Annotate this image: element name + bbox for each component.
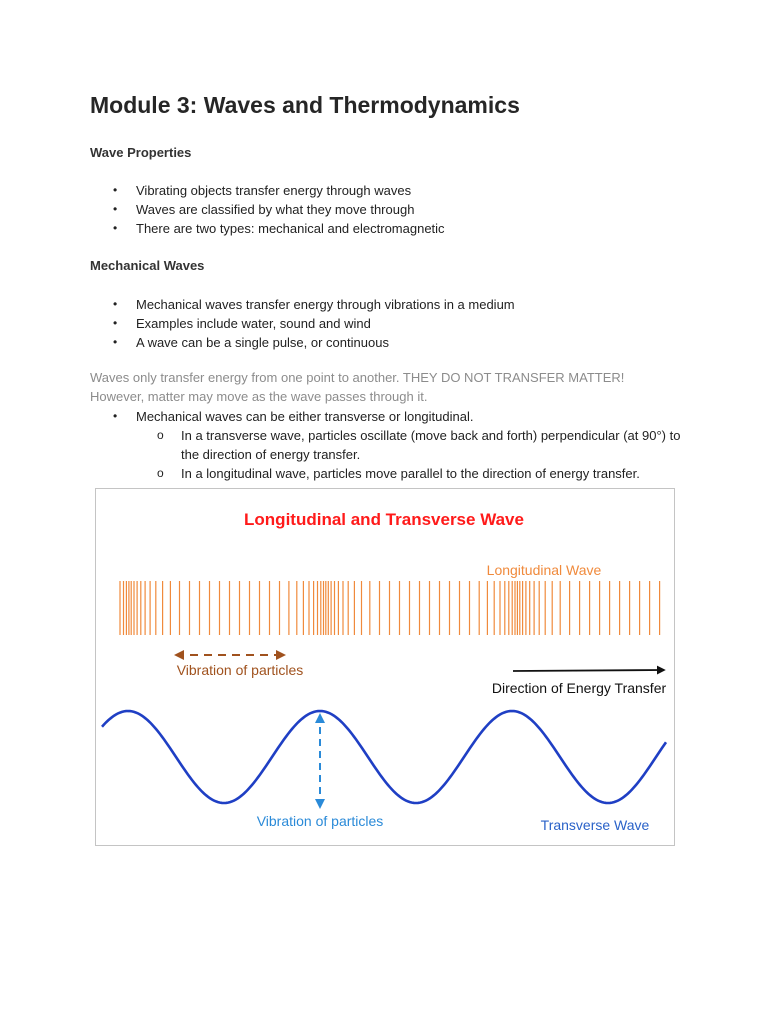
list-item: • Examples include water, sound and wind <box>113 316 371 331</box>
bullet-icon: • <box>113 297 118 311</box>
vibration-label-top: Vibration of particles <box>176 662 304 678</box>
list-item: • Mechanical waves transfer energy through vibrations in a medium <box>113 297 515 312</box>
wave-types-sublist <box>0 426 690 483</box>
matter-note: Waves only transfer energy from one point to another. THEY DO NOT TRANSFER MATTER! However, matter may move as the wave passes through it. <box>90 370 625 404</box>
wave-diagram-svg <box>96 489 676 847</box>
direction-label: Direction of Energy Transfer <box>491 680 667 696</box>
transverse-wave-curve <box>102 711 666 803</box>
bullet-icon: • <box>113 202 118 216</box>
circle-bullet-icon: o <box>157 428 164 442</box>
list-item: • Mechanical waves can be either transverse or longitudinal. <box>113 409 474 424</box>
bullet-icon: • <box>113 409 118 423</box>
list-item: • A wave can be a single pulse, or continuous <box>113 335 389 350</box>
sub-list-item: o In a longitudinal wave, particles move parallel to the direction of energy transfer. <box>157 466 640 481</box>
page-title: Module 3: Waves and Thermodynamics <box>90 92 520 118</box>
wave-properties-list <box>0 181 445 238</box>
bullet-icon: • <box>113 335 118 349</box>
list-item: • Vibrating objects transfer energy through waves <box>113 183 412 198</box>
mechanical-waves-list <box>0 295 515 352</box>
transverse-longitudinal-list <box>0 407 473 426</box>
wave-diagram <box>95 488 675 846</box>
sub-list-item: o In a transverse wave, particles oscillate (move back and forth) perpendicular (at 90°) to the direction of energy transfer. <box>157 428 681 462</box>
wave-properties-heading: Wave Properties <box>90 145 192 160</box>
bullet-icon: • <box>113 221 118 235</box>
arrow-right-icon <box>513 670 664 671</box>
list-item: • Waves are classified by what they move through <box>113 202 415 217</box>
vibration-label-bottom: Vibration of particles <box>256 813 384 829</box>
list-item: • There are two types: mechanical and electromagnetic <box>113 221 445 236</box>
figure-title: Longitudinal and Transverse Wave <box>244 510 524 529</box>
longitudinal-wave-label: Longitudinal Wave <box>486 562 602 578</box>
mechanical-waves-heading: Mechanical Waves <box>90 258 205 273</box>
transverse-wave-label: Transverse Wave <box>540 817 650 833</box>
bullet-icon: • <box>113 183 118 197</box>
longitudinal-wave-lines <box>120 581 660 635</box>
circle-bullet-icon: o <box>157 466 164 480</box>
bullet-icon: • <box>113 316 118 330</box>
